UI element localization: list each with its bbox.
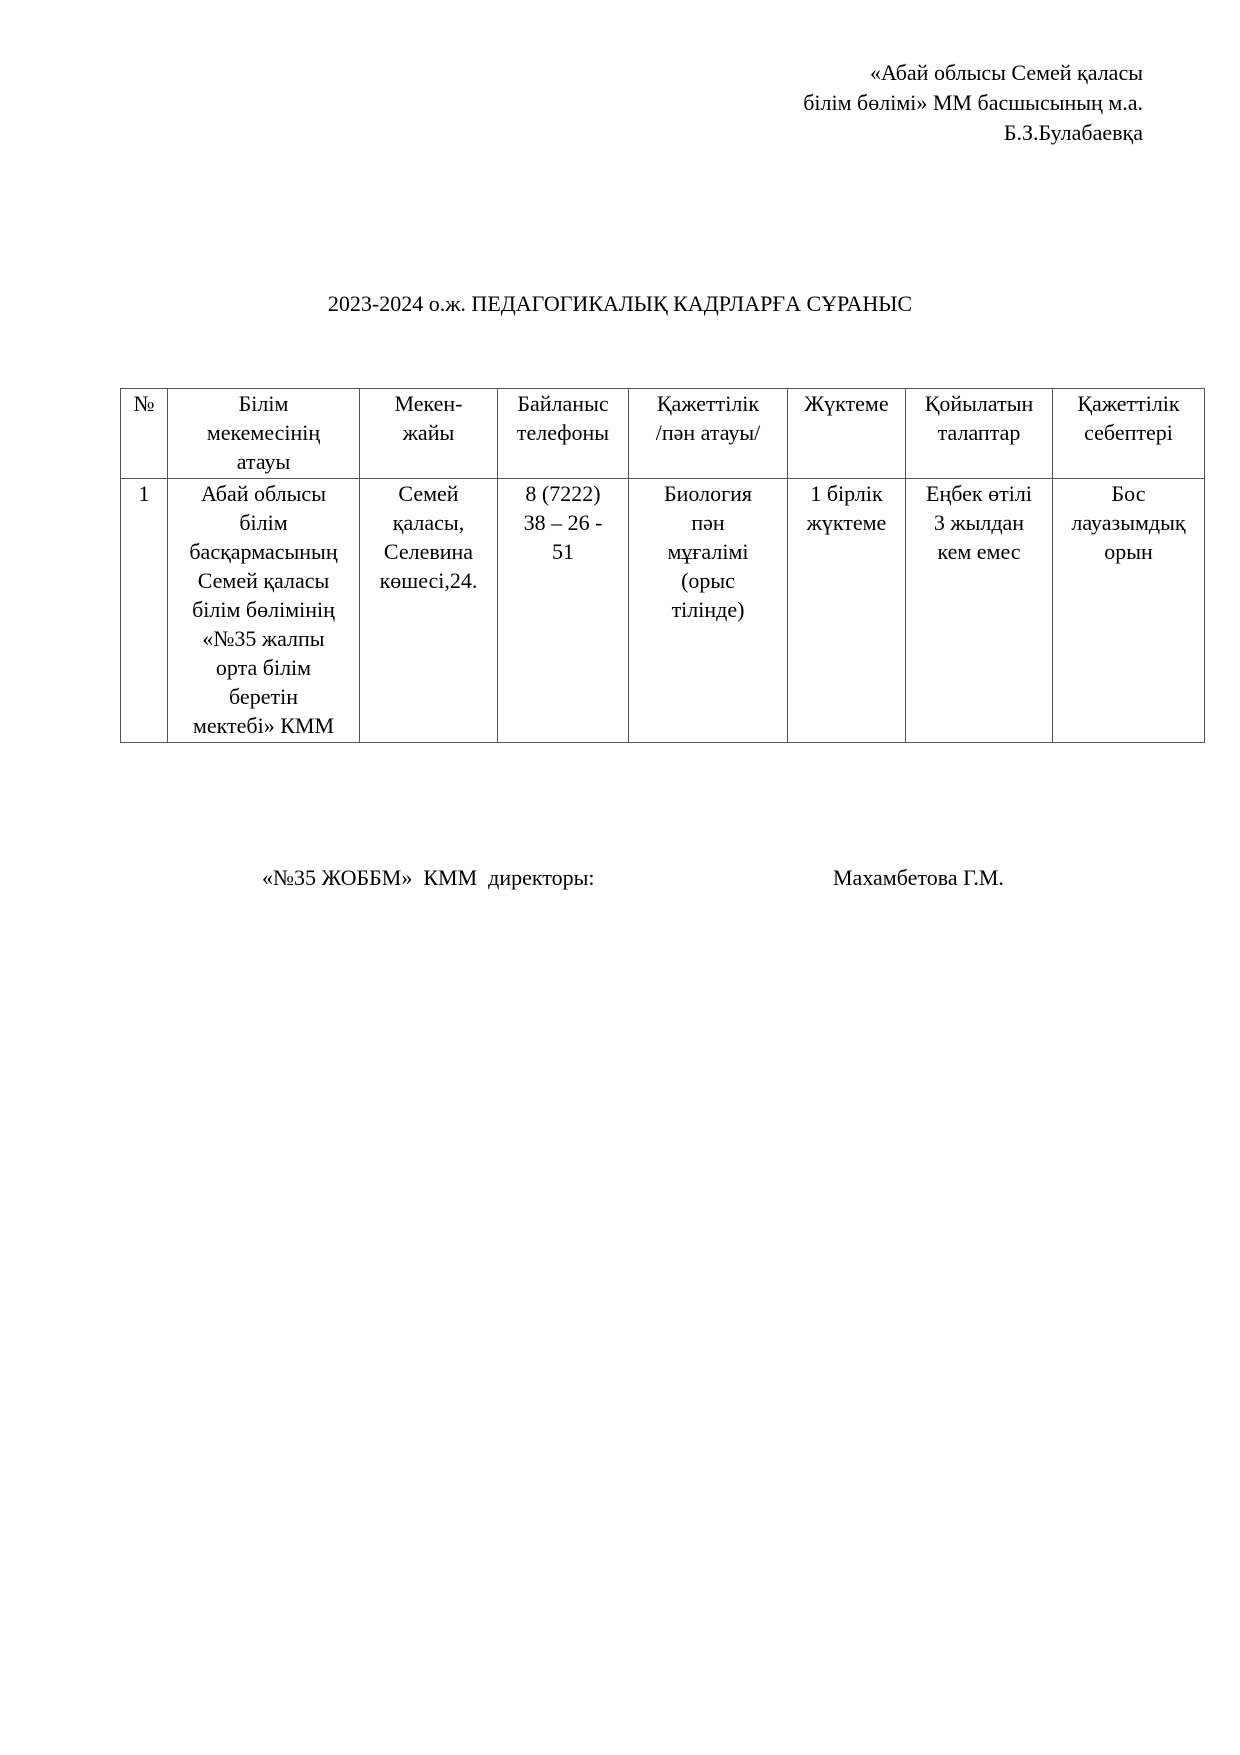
cell-institution: Абай облысы білім басқармасының Семей қаласы білім бөлімінің «№35 жалпы орта білім беретін мектебі» КММ (168, 479, 360, 743)
header-workload: Жүктеме (788, 389, 906, 479)
cell-number: 1 (121, 479, 168, 743)
cell-address: Семей қаласы, Селевина көшесі,24. (360, 479, 498, 743)
addressee-line: білім бөлімі» ММ басшысының м.а. (803, 90, 1143, 115)
header-number: № (121, 389, 168, 479)
cell-subject: Биология пән мұғалімі (орыс тілінде) (629, 479, 788, 743)
cell-reasons: Бос лауазымдық орын (1053, 479, 1205, 743)
signature-position: «№35 ЖОББМ» КММ директоры: (262, 865, 595, 890)
table-header-row (121, 389, 1205, 479)
cell-phone: 8 (7222) 38 – 26 - 51 (498, 479, 629, 743)
cell-requirements: Еңбек өтілі 3 жылдан кем емес (906, 479, 1053, 743)
request-table (120, 388, 1205, 743)
document-title: 2023-2024 о.ж. ПЕДАГОГИКАЛЫҚ КАДРЛАРҒА СҰРАНЫС (327, 291, 913, 316)
header-phone: Байланыс телефоны (498, 389, 629, 479)
header-reasons: Қажеттілік себептері (1053, 389, 1205, 479)
cell-workload: 1 бірлік жүктеме (788, 479, 906, 743)
signature-name: Махамбетова Г.М. (833, 865, 1004, 890)
header-institution: Білім мекемесінің атауы (168, 389, 360, 479)
addressee-line: Б.З.Булабаевқа (1003, 120, 1143, 145)
table-row (121, 479, 1205, 743)
addressee-block (803, 58, 1143, 148)
header-address: Мекен- жайы (360, 389, 498, 479)
header-requirements: Қойылатын талаптар (906, 389, 1053, 479)
addressee-line: «Абай облысы Семей қаласы (869, 60, 1143, 85)
header-subject: Қажеттілік /пән атауы/ (629, 389, 788, 479)
